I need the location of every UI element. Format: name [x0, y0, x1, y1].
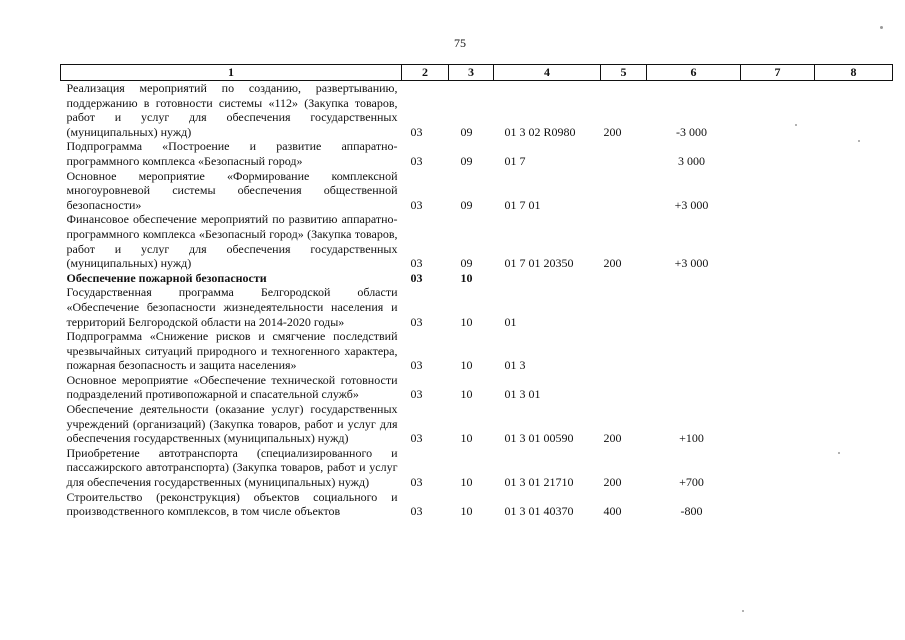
budget-table-frame [60, 64, 892, 632]
scan-speck [742, 610, 744, 612]
row-expense-kind [601, 285, 647, 329]
row-subsection: 10 [460, 270, 473, 285]
row-expense-kind [601, 271, 647, 286]
row-col-7 [741, 490, 815, 519]
row-expense-kind: 200 [603, 431, 622, 446]
table-row [61, 329, 893, 373]
row-description: Подпрограмма «Снижение рисков и смягчение последствий чрезвычайных ситуаций природного и техногенного характера, пожарная безопасность и защита населения» [66, 329, 398, 373]
row-expense-kind: 400 [603, 504, 622, 519]
row-description: Основное мероприятие «Формирование комплексной многоуровневой системы обеспечения общественной безопасности» [66, 168, 398, 212]
row-section: 03 [410, 256, 423, 271]
row-amount [647, 329, 741, 373]
row-col-8 [815, 402, 893, 446]
row-col-8 [815, 169, 893, 213]
row-col-7 [741, 285, 815, 329]
row-target-code: 01 3 01 21710 [504, 475, 574, 490]
header-col-1: 1 [61, 65, 402, 81]
row-col-8 [815, 139, 893, 168]
scan-speck [858, 140, 860, 142]
row-col-8 [815, 212, 893, 270]
row-amount: +3 000 [674, 256, 709, 271]
row-target-code: 01 7 01 20350 [504, 256, 574, 271]
row-col-8 [815, 373, 893, 402]
row-col-8 [815, 285, 893, 329]
row-col-7 [741, 81, 815, 140]
row-target-code: 01 7 01 [504, 197, 541, 212]
row-amount: +3 000 [674, 197, 709, 212]
row-section: 03 [410, 314, 423, 329]
header-row [61, 65, 893, 81]
row-amount [647, 285, 741, 329]
row-target-code [494, 271, 601, 286]
table-row [61, 271, 893, 286]
table-row [61, 402, 893, 446]
row-col-7 [741, 212, 815, 270]
row-col-8 [815, 490, 893, 519]
row-section: 03 [410, 431, 423, 446]
row-section: 03 [410, 270, 423, 285]
row-target-code: 01 3 01 40370 [504, 504, 574, 519]
header-col-8: 8 [815, 65, 893, 81]
row-subsection: 10 [460, 387, 473, 402]
row-target-code: 01 3 01 [504, 387, 541, 402]
row-subsection: 10 [460, 314, 473, 329]
budget-table [60, 64, 893, 519]
row-section: 03 [410, 153, 423, 168]
row-col-8 [815, 329, 893, 373]
table-row [61, 490, 893, 519]
row-description: Строительство (реконструкция) объектов социального и производственного комплексов, в том числе объектов [66, 489, 398, 519]
row-subsection: 10 [460, 358, 473, 373]
row-expense-kind [601, 139, 647, 168]
header-col-5: 5 [601, 65, 647, 81]
row-amount: -800 [680, 504, 703, 519]
row-col-7 [741, 446, 815, 490]
table-row [61, 212, 893, 270]
table-row [61, 81, 893, 140]
header-col-6: 6 [647, 65, 741, 81]
row-description: Подпрограмма «Построение и развитие аппаратно-программного комплекса «Безопасный город» [66, 139, 398, 168]
row-section: 03 [410, 197, 423, 212]
row-col-7 [741, 169, 815, 213]
row-col-7 [741, 329, 815, 373]
row-col-7 [741, 271, 815, 286]
scan-speck [795, 124, 797, 126]
row-amount [647, 271, 741, 286]
row-description: Реализация мероприятий по созданию, развертыванию, поддержанию в готовности системы «112» (Закупка товаров, работ и услуг для обеспечения государственных (муниципальных) нужд) [66, 81, 398, 139]
scan-speck [880, 26, 883, 29]
row-amount: +700 [679, 475, 704, 490]
row-target-code: 01 3 01 00590 [504, 431, 574, 446]
row-col-8 [815, 446, 893, 490]
table-row [61, 285, 893, 329]
row-amount [647, 373, 741, 402]
scan-speck [838, 452, 840, 454]
row-expense-kind [601, 169, 647, 213]
row-subsection: 10 [460, 431, 473, 446]
table-row [61, 139, 893, 168]
row-subsection: 09 [460, 256, 473, 271]
header-col-2: 2 [402, 65, 449, 81]
row-expense-kind: 200 [603, 256, 622, 271]
header-col-3: 3 [449, 65, 494, 81]
row-amount: -3 000 [676, 124, 707, 139]
row-target-code: 01 [504, 314, 517, 329]
table-row [61, 446, 893, 490]
row-section: 03 [410, 358, 423, 373]
row-section: 03 [410, 504, 423, 519]
row-description: Обеспечение пожарной безопасности [66, 270, 267, 285]
row-amount: 3 000 [678, 153, 705, 168]
header-col-7: 7 [741, 65, 815, 81]
row-section: 03 [410, 475, 423, 490]
row-col-8 [815, 81, 893, 140]
row-subsection: 10 [460, 475, 473, 490]
row-amount: +100 [679, 431, 704, 446]
row-target-code: 01 3 02 R0980 [504, 124, 576, 139]
table-row [61, 169, 893, 213]
row-target-code: 01 7 [504, 153, 526, 168]
row-col-7 [741, 373, 815, 402]
row-expense-kind [601, 373, 647, 402]
row-col-7 [741, 139, 815, 168]
row-subsection: 09 [460, 124, 473, 139]
row-section: 03 [410, 124, 423, 139]
row-description: Основное мероприятие «Обеспечение технической готовности подразделений противопожарной и спасательной служб» [66, 372, 398, 402]
row-description: Обеспечение деятельности (оказание услуг) государственных учреждений (организаций) (Закупка товаров, работ и услуг для обеспечения государственных (муниципальных) нужд) [66, 402, 398, 446]
header-col-4: 4 [494, 65, 601, 81]
row-col-8 [815, 271, 893, 286]
row-expense-kind: 200 [603, 124, 622, 139]
page-number: 75 [454, 36, 466, 50]
row-expense-kind: 200 [603, 475, 622, 490]
row-subsection: 10 [460, 504, 473, 519]
row-subsection: 09 [460, 197, 473, 212]
row-target-code: 01 3 [504, 358, 526, 373]
row-subsection: 09 [460, 153, 473, 168]
row-expense-kind [601, 329, 647, 373]
row-description: Финансовое обеспечение мероприятий по развитию аппаратно-программного комплекса «Безопасный город» (Закупка товаров, работ и услуг для обеспечения государственных (муниципальных) нужд) [66, 212, 398, 271]
table-row [61, 373, 893, 402]
row-col-7 [741, 402, 815, 446]
row-description: Государственная программа Белгородской области «Обеспечение безопасности жизнедеятельности населения и территорий Белгородской области на 2014-2020 годы» [66, 285, 398, 329]
row-section: 03 [410, 387, 423, 402]
row-description: Приобретение автотранспорта (специализированного и пассажирского автотранспорта) (Закупка товаров, работ и услуг для обеспечения государственных (муниципальных) нужд) [66, 445, 398, 490]
